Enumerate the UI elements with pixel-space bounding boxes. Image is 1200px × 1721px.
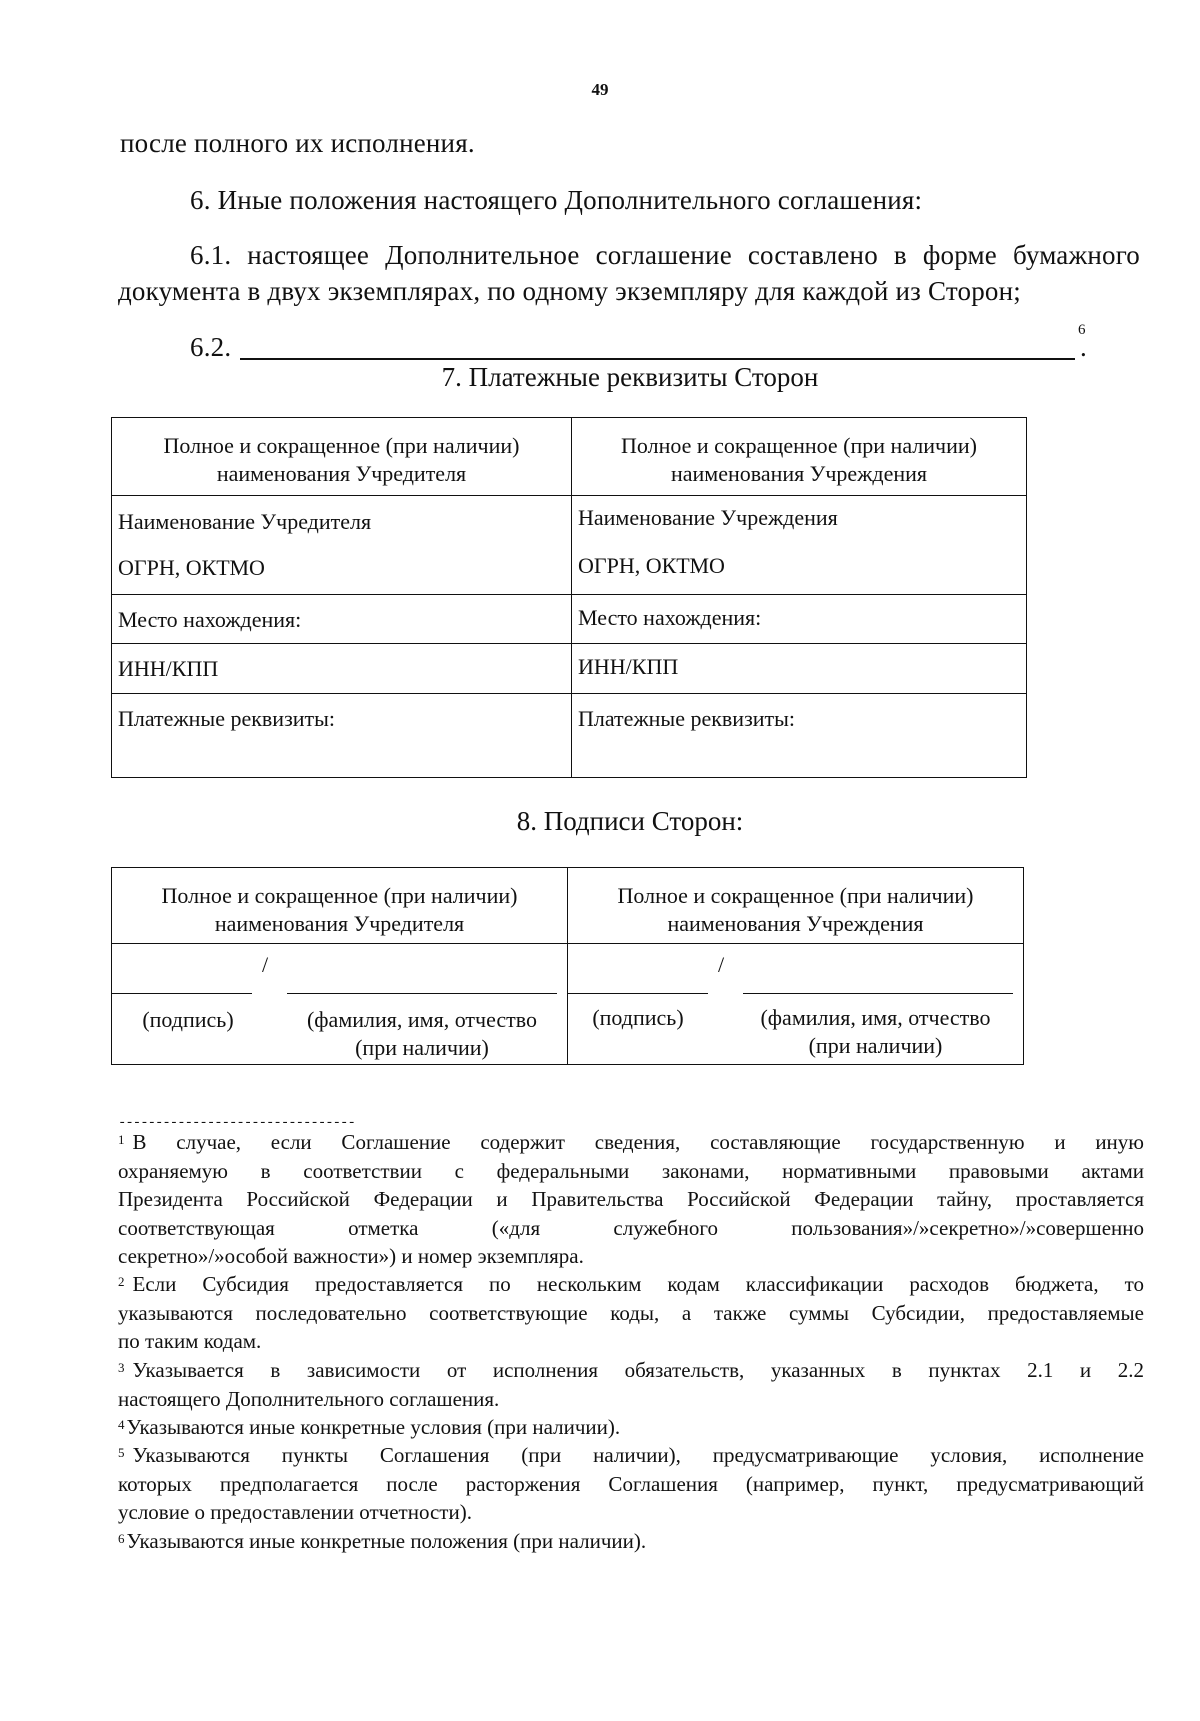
footnote-4-number: 4 — [118, 1417, 125, 1432]
footnote-6-line-1: $^6$Указываются иные конкретные положения (при наличии). — [118, 1529, 647, 1553]
founder-signature-captions — [112, 994, 567, 1064]
clause-6-1-line-2: документа в двух экземплярах, по одному экземпляру для каждой из Сторон; — [118, 276, 1021, 306]
footnote-5-number: 5 — [118, 1445, 125, 1460]
founder-inn-cell — [112, 644, 572, 694]
institution-inn-label: ИНН/КПП — [578, 654, 679, 679]
founder-header-cell — [112, 418, 572, 496]
institution-location-cell — [572, 595, 1027, 644]
founder-header-line-2: наименования Учредителя — [216, 461, 467, 486]
institution-inn-cell — [572, 644, 1027, 694]
institution-header-line-1: Полное и сокращенное (при наличии) — [621, 433, 977, 458]
institution-signature-caption: (подпись) — [592, 1005, 684, 1030]
institution-ogrn-label: ОГРН, ОКТМО — [578, 553, 725, 578]
table-row — [112, 944, 1024, 1065]
footnote-5-line-1: $^5$ Указываются пункты Соглашения (при наличии), предусматривающие условия, исполнение — [118, 1443, 1144, 1467]
footnote-5-line-3: условие о предоставлении отчетности). — [118, 1500, 472, 1524]
footnote-2-line-2: указываются последовательно соответствующие коды, а также суммы Субсидии, предоставляемые — [118, 1300, 1144, 1325]
institution-signature-slash: / — [718, 952, 725, 977]
footnote-3-number: 3 — [118, 1360, 125, 1375]
institution-payment-label: Платежные реквизиты: — [578, 706, 796, 731]
clause-6-1-line-1: 6.1. настоящее Дополнительное соглашение составлено в форме бумажного — [190, 240, 1140, 270]
founder-signature-cell — [112, 944, 568, 1065]
institution-fio-caption-line-1: (фамилия, имя, отчество — [760, 1005, 991, 1030]
founder-signature-slash: / — [262, 952, 269, 977]
clause-6-2-blank-line — [240, 358, 1075, 360]
institution-signature-captions — [568, 994, 1023, 1064]
institution-name-cell — [572, 496, 1027, 595]
footnote-6-number: 6 — [118, 1531, 125, 1546]
founder-fio-caption-line-1: (фамилия, имя, отчество — [306, 1007, 538, 1032]
payment-details-table — [111, 417, 1027, 778]
footnote-2-line-1: $^2$ Если Субсидия предоставляется по нескольким кодам классификации расходов бюджета, то — [118, 1272, 1144, 1296]
footnote-1 — [118, 1128, 1144, 1271]
sign-founder-header-line-2: наименования Учредителя — [214, 911, 465, 936]
clause-6-2-period: . — [1080, 332, 1087, 362]
founder-payment-cell — [112, 694, 572, 778]
footnote-1-line-5: секретно»/»особой важности») и номер экземпляра. — [118, 1244, 584, 1268]
founder-ogrn-label: ОГРН, ОКТМО — [118, 555, 265, 580]
footnote-1-number: 1 — [118, 1132, 125, 1147]
founder-name-label: Наименование Учредителя — [118, 509, 372, 534]
sign-institution-header-line-2: наименования Учреждения — [667, 911, 924, 936]
institution-location-label: Место нахождения: — [578, 605, 762, 630]
founder-signature-lines — [112, 944, 567, 994]
section-7-title: 7. Платежные реквизиты Сторон — [441, 362, 819, 392]
institution-header-line-2: наименования Учреждения — [670, 461, 928, 486]
institution-signature-lines — [568, 944, 1023, 994]
table-row — [112, 595, 1027, 644]
footnote-1-line-4: соответствующая отметка («для служебного пользования»/»секретно»/»совершенно — [118, 1215, 1144, 1240]
footnote-6 — [118, 1527, 1144, 1556]
page-number: 49 — [591, 80, 609, 99]
institution-signature-cell — [568, 944, 1024, 1065]
institution-fio-caption-line-2: (при наличии) — [808, 1033, 943, 1058]
institution-header-cell — [572, 418, 1027, 496]
sign-founder-header-line-1: Полное и сокращенное (при наличии) — [161, 883, 518, 908]
sign-institution-header-line-1: Полное и сокращенное (при наличии) — [617, 883, 974, 908]
institution-payment-cell — [572, 694, 1027, 778]
footnote-3-line-1: $^3$ Указывается в зависимости от исполнения обязательств, указанных в пунктах 2.1 и 2.2 — [118, 1358, 1144, 1382]
footnote-2-line-3: по таким кодам. — [118, 1329, 262, 1353]
footnote-1-line-1: $^1$ В случае, если Соглашение содержит сведения, составляющие государственную и иную — [118, 1130, 1144, 1154]
footnote-1-line-3: Президента Российской Федерации и Правительства Российской Федерации тайну, проставляется — [118, 1187, 1144, 1211]
footnote-2-number: 2 — [118, 1274, 125, 1289]
founder-location-cell — [112, 595, 572, 644]
founder-signature-caption: (подпись) — [142, 1007, 234, 1032]
founder-header-line-1: Полное и сокращенное (при наличии) — [163, 433, 520, 458]
footnote-5-line-2: которых предполагается после расторжения Соглашения (например, пункт, предусматривающий — [118, 1471, 1144, 1496]
footnote-1-line-2: охраняемую в соответствии с федеральными законами, нормативными правовыми актами — [118, 1158, 1144, 1183]
table-row — [112, 868, 1024, 944]
sign-founder-header-cell — [112, 868, 568, 944]
section-8-title: 8. Подписи Сторон: — [516, 806, 744, 836]
founder-inn-label: ИНН/КПП — [118, 656, 219, 681]
founder-payment-label: Платежные реквизиты: — [118, 706, 336, 731]
footnote-4 — [118, 1413, 1144, 1442]
footnote-4-line-1: $^4$Указываются иные конкретные условия (при наличии). — [118, 1415, 621, 1439]
founder-location-label: Место нахождения: — [118, 607, 302, 632]
section-6-title: 6. Иные положения настоящего Дополнительного соглашения: — [190, 185, 923, 215]
sign-institution-header-cell — [568, 868, 1024, 944]
footnote-3-line-2: настоящего Дополнительного соглашения. — [118, 1386, 500, 1411]
institution-name-label: Наименование Учреждения — [578, 505, 838, 530]
founder-fio-caption-line-2: (при наличии) — [355, 1035, 489, 1060]
founder-name-cell — [112, 496, 572, 595]
table-row — [112, 644, 1027, 694]
table-row — [112, 496, 1027, 595]
paragraph-continuation: после полного их исполнения. — [120, 128, 475, 158]
table-row — [112, 694, 1027, 778]
footnote-separator: -------------------------------- — [118, 1115, 355, 1131]
signatures-table — [111, 867, 1024, 1065]
footnote-2 — [118, 1270, 1144, 1356]
footnote-5 — [118, 1441, 1144, 1527]
footnote-3 — [118, 1356, 1144, 1413]
clause-6-2-label: 6.2. — [190, 332, 232, 362]
clause-6-2-footnote-ref: 6 — [1078, 322, 1086, 338]
table-row — [112, 418, 1027, 496]
